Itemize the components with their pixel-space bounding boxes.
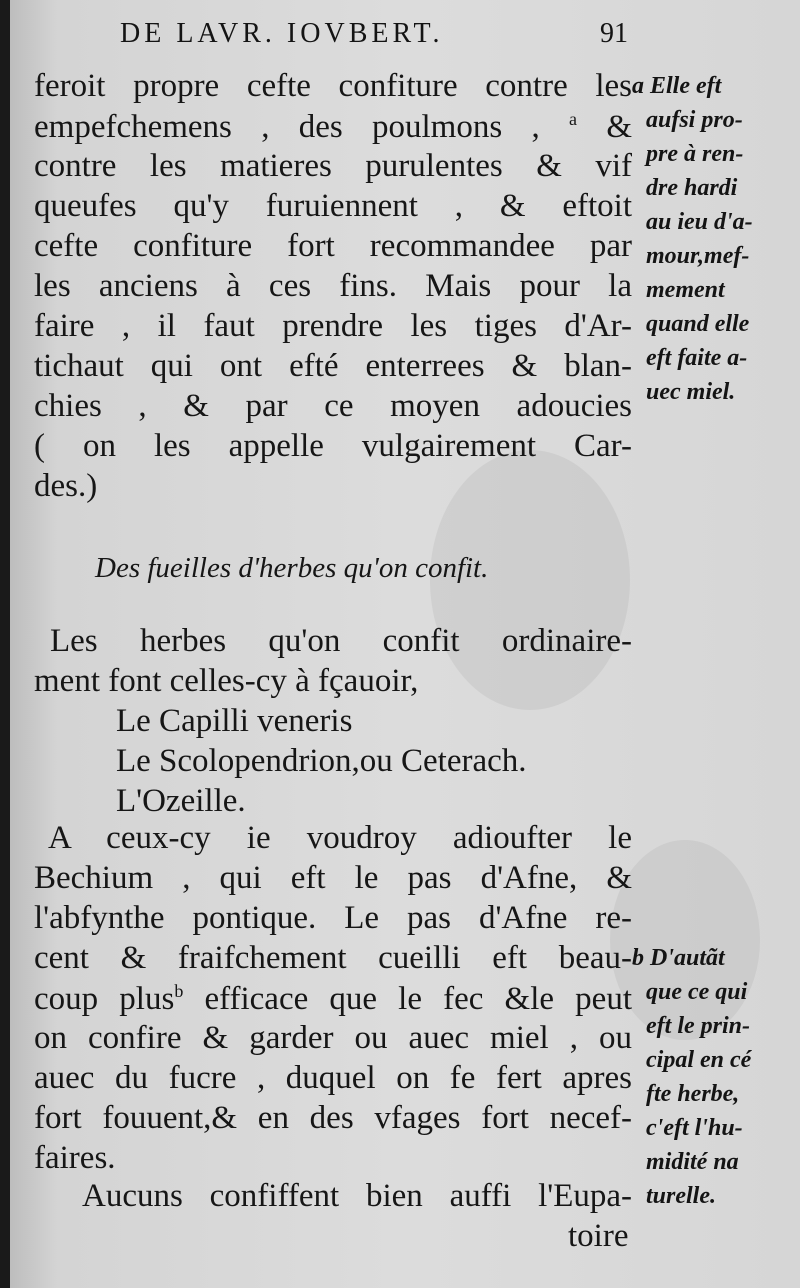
- margin-note-line: eft faite a-: [646, 345, 748, 371]
- text-line: des.): [34, 468, 98, 504]
- text-line: A ceux-cy ie voudroy adioufter le: [48, 820, 632, 856]
- text-fragment: empefchemens , des poulmons ,: [34, 109, 570, 145]
- text-line: on confire & garder ou auec miel , ou: [34, 1020, 632, 1056]
- margin-note-line: eft le prin-: [646, 1013, 750, 1039]
- text-line: [34, 982, 632, 1016]
- page-header: [10, 18, 800, 58]
- herb-list-item: Le Scolopendrion,ou Ceterach.: [116, 743, 527, 779]
- catchword: toire: [568, 1218, 629, 1254]
- text-line: faires.: [34, 1140, 116, 1176]
- running-title: DE LAVR. IOVBERT.: [120, 18, 444, 49]
- margin-note-line: quand elle: [646, 311, 750, 337]
- text-line: fort fouuent,& en des vfages fort necef-: [34, 1100, 632, 1136]
- margin-note-line: pre à ren-: [646, 141, 744, 167]
- text-line: tichaut qui ont efté enterrees & blan-: [34, 348, 632, 384]
- margin-note-line: uec miel.: [646, 379, 736, 405]
- section-heading: Des fueilles d'herbes qu'on confit.: [95, 552, 489, 584]
- margin-note-line: c'eft l'hu-: [646, 1115, 743, 1141]
- text-line: les anciens à ces fins. Mais pour la: [34, 268, 632, 304]
- margin-note-line: mement: [646, 277, 725, 303]
- text-line: Aucuns confiffent bien auffi l'Eupa-: [82, 1178, 632, 1214]
- footnote-ref-b: b: [174, 981, 184, 1001]
- margin-note-line: aufsi pro-: [646, 107, 743, 133]
- margin-note-line: que ce qui: [646, 979, 748, 1005]
- text-line: cefte confiture fort recommandee par: [34, 228, 632, 264]
- text-line: Les herbes qu'on confit ordinaire-: [50, 623, 632, 659]
- text-fragment: coup plus: [34, 981, 175, 1017]
- text-line: contre les matieres purulentes & vif: [34, 148, 632, 184]
- footnote-ref-a: a: [569, 109, 578, 129]
- margin-note-line: mour,mef-: [646, 243, 750, 269]
- text-line: l'abfynthe pontique. Le pas d'Afne re-: [34, 900, 632, 936]
- text-line: chies , & par ce moyen adoucies: [34, 388, 632, 424]
- text-line: ment font celles-cy à fçauoir,: [34, 663, 419, 699]
- margin-note-line: fte herbe,: [646, 1081, 740, 1107]
- text-fragment: efficace que le fec &le peut: [183, 981, 632, 1017]
- margin-note-line: a Elle eft: [632, 73, 722, 99]
- margin-note-line: dre hardi: [646, 175, 738, 201]
- text-line: queufes qu'y furuiennent , & eftoit: [34, 188, 632, 224]
- text-line: feroit propre cefte confiture contre les: [34, 68, 632, 104]
- herb-list-item: L'Ozeille.: [116, 783, 246, 819]
- text-line: ( on les appelle vulgairement Car-: [34, 428, 632, 464]
- book-page: [10, 0, 800, 1288]
- text-line: Bechium , qui eft le pas d'Afne, &: [34, 860, 632, 896]
- text-line: auec du fucre , duquel on fe fert apres: [34, 1060, 632, 1096]
- margin-note-line: b D'autãt: [632, 945, 725, 971]
- page-number: 91: [600, 18, 628, 49]
- text-line: cent & fraifchement cueilli eft beau-: [34, 940, 632, 976]
- text-line: faire , il faut prendre les tiges d'Ar-: [34, 308, 632, 344]
- margin-note-line: turelle.: [646, 1183, 716, 1209]
- margin-note-line: au ieu d'a-: [646, 209, 753, 235]
- herb-list-item: Le Capilli veneris: [116, 703, 353, 739]
- text-line: [34, 110, 632, 144]
- margin-note-line: midité na: [646, 1149, 739, 1175]
- margin-note-line: cipal en cé: [646, 1047, 752, 1073]
- text-fragment: &: [577, 109, 632, 145]
